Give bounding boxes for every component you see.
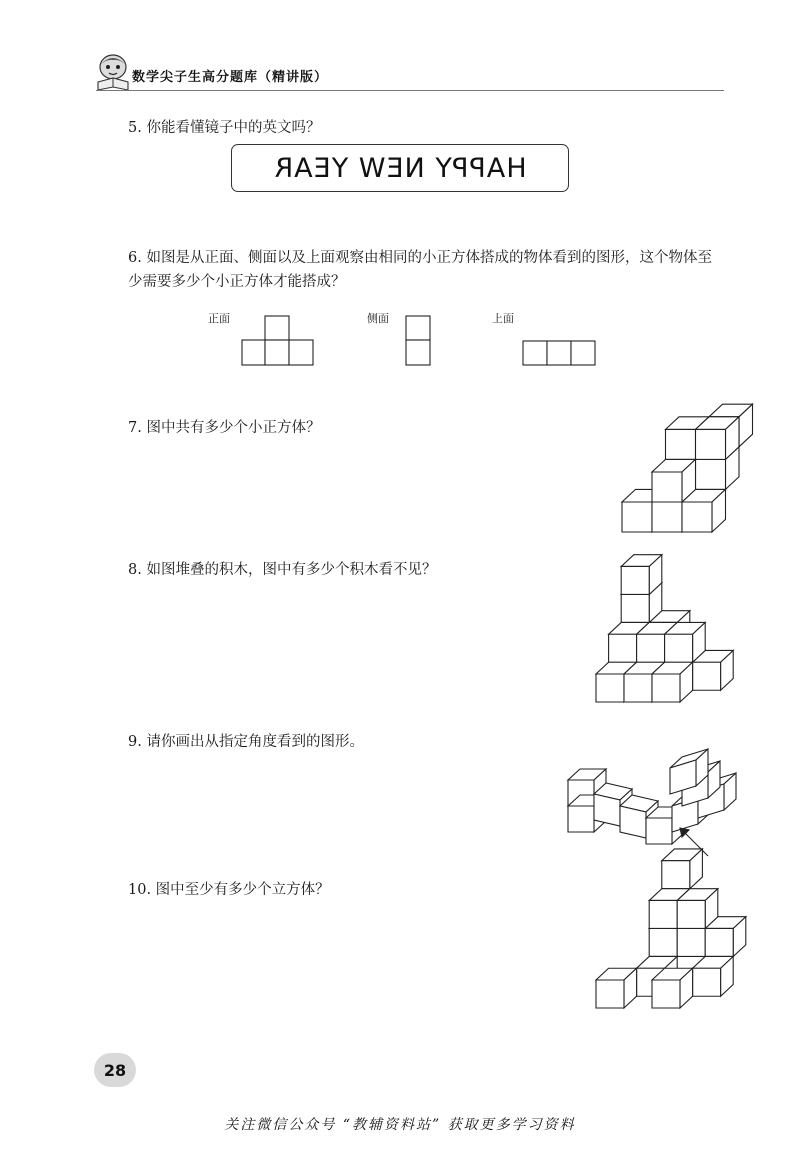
header-divider [96, 90, 724, 91]
mirror-text-box [231, 144, 569, 192]
mirrored-english-text: HAPPY NEW YEAR [273, 152, 527, 184]
question-9 [128, 730, 364, 754]
question-text: 请你画出从指定角度看到的图形。 [146, 734, 364, 750]
question-number: 6. [128, 250, 142, 266]
question-7 [128, 416, 320, 440]
question-number: 7. [128, 420, 142, 436]
footer-note: 关注微信公众号 “教辅资料站” 获取更多学习资料 [224, 1117, 576, 1133]
side-view-figure [405, 315, 431, 367]
question-text: 你能看懂镜子中的英文吗？ [146, 120, 321, 136]
question-8 [128, 558, 436, 582]
front-view-label: 正面 [208, 312, 230, 325]
question-number: 5. [128, 120, 142, 136]
question-text: 图中共有多少个小正方体？ [146, 420, 321, 436]
question-6 [128, 246, 724, 294]
question-number: 9. [128, 734, 142, 750]
question-number: 10. [128, 882, 152, 898]
question-5 [128, 116, 320, 140]
cartoon-student-reading-icon [94, 52, 132, 92]
side-view-label: 侧面 [367, 312, 389, 325]
cube-stack-figure-10 [560, 880, 750, 1030]
question-text: 如图是从正面、侧面以及上面观察由相同的小正方体搭成的物体看到的图形，这个物体至少需要多少个小正方体才能搭成？ [128, 250, 712, 290]
question-text: 图中至少有多少个立方体？ [155, 882, 330, 898]
top-view-label: 上面 [492, 312, 514, 325]
question-10 [128, 878, 330, 902]
top-view-figure [522, 340, 596, 367]
front-view-figure [241, 315, 314, 367]
cube-stack-figure-7 [560, 420, 750, 550]
book-title: 数学尖子生高分题库（精讲版） [132, 70, 329, 85]
question-text: 如图堆叠的积木，图中有多少个积木看不见？ [146, 562, 437, 578]
page-number: 28 [94, 1053, 136, 1087]
block-stack-figure-8 [560, 570, 750, 720]
question-number: 8. [128, 562, 142, 578]
